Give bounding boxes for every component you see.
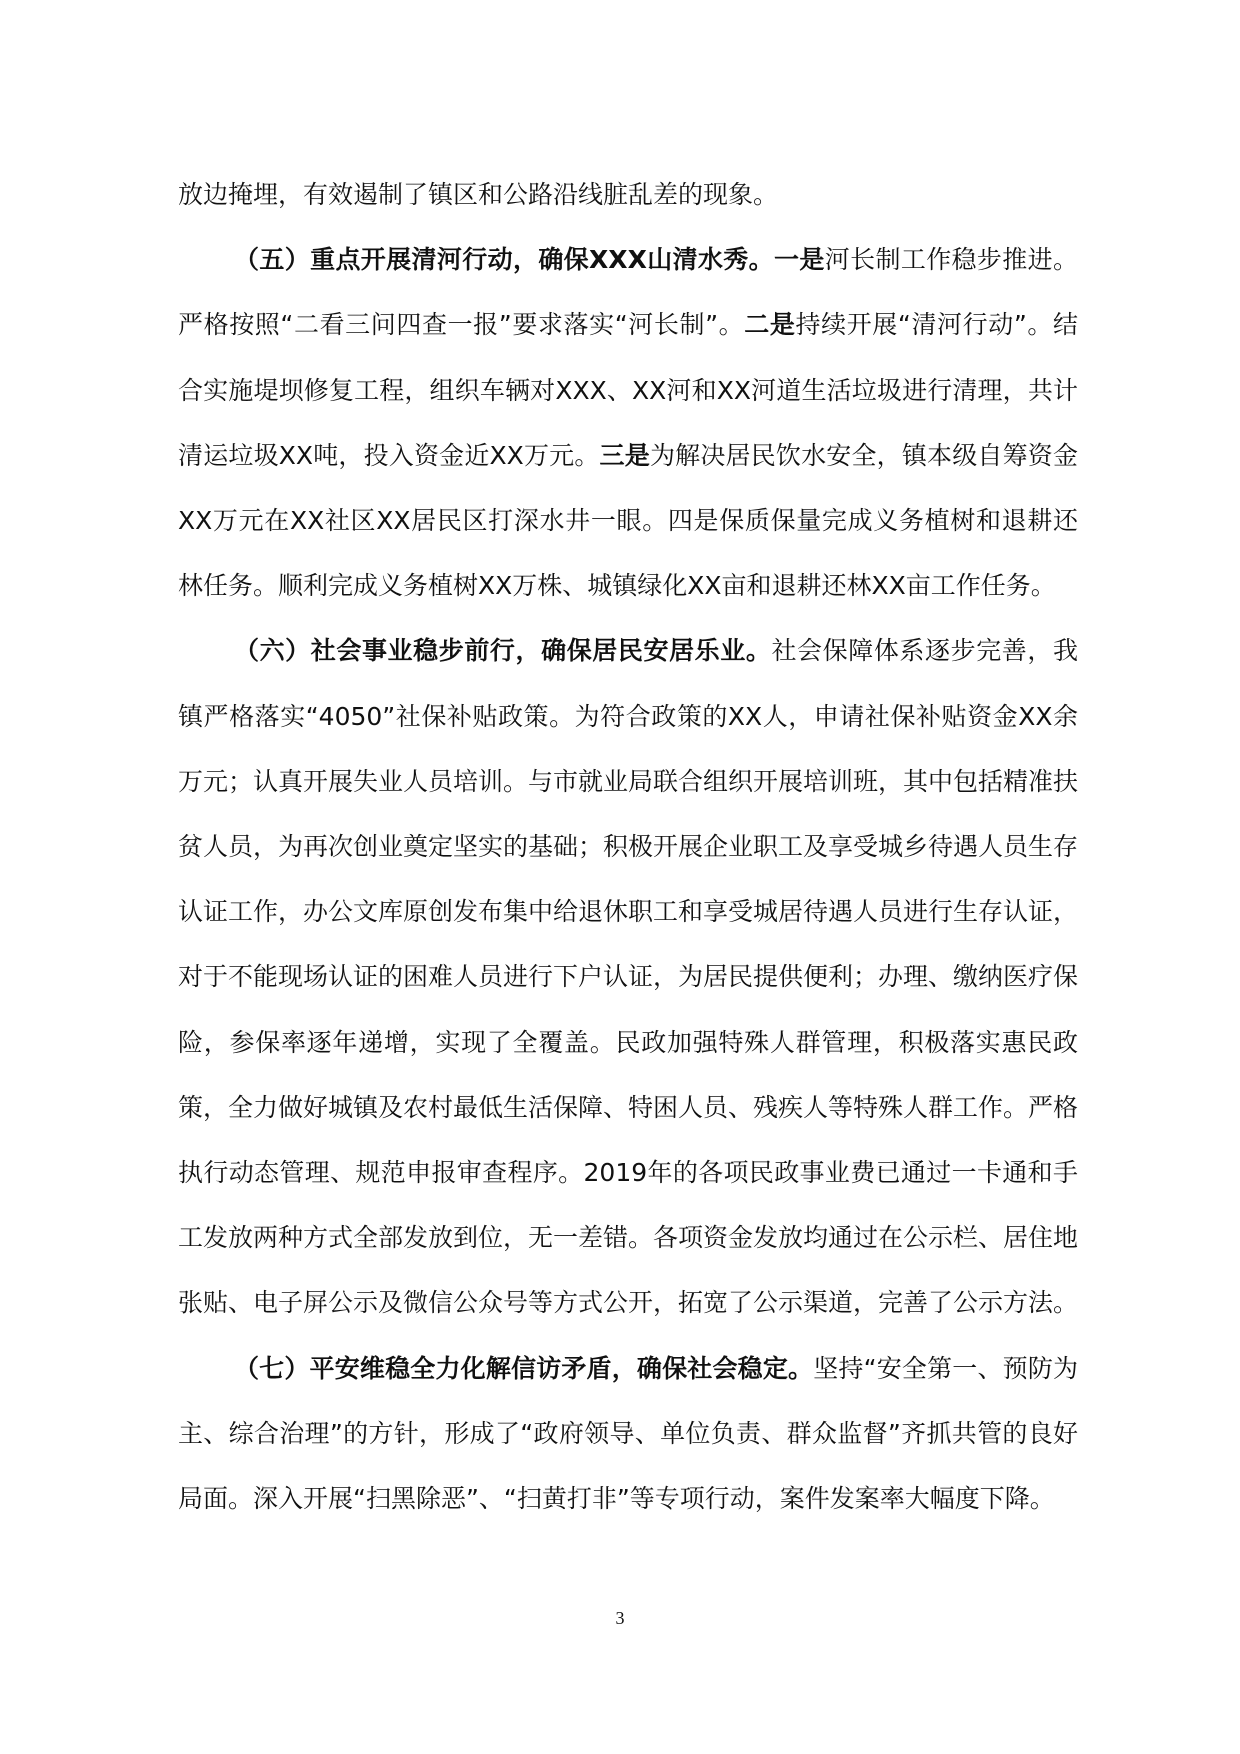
section-5-text-1: 河长制工作稳步推进。严格按照“二看三问四查一报”要求落实“河长制”。 <box>178 245 1078 340</box>
section-6-text: 社会保障体系逐步完善，我镇严格落实“4050”社保补贴政策。为符合政策的XX人，申请社保补贴资金XX余万元；认真开展失业人员培训。与市就业局联合组织开展培训班，其中包括精准扶贫人员，为再次创业奠定坚实的基础；积极开展企业职工及享受城乡待遇人员生存认证工作，办公文库原创发布集中给退休职工和享受城居待遇人员进行生存认证，对于不能现场认证的困难人员进行下户认证，为居民提供便利；办理、缴纳医疗保险，参保率逐年递增，实现了全覆盖。民政加强特殊人群管理，积极落实惠民政策，全力做好城镇及农村最低生活保障、特困人员、残疾人等特殊人群工作。严格执行动态管理、规范申报审查程序。2019年的各项民政事业费已通过一卡通和手工发放两种方式全部发放到位，无一差错。各项资金发放均通过在公示栏、居住地张贴、电子屏公示及微信公众号等方式公开，拓宽了公示渠道，完善了公示方法。 <box>178 636 1079 1318</box>
page-number: 3 <box>615 1608 625 1628</box>
section-5-heading: （五）重点开展清河行动，确保XXX山清水秀。 <box>234 245 775 275</box>
paragraph-2 <box>178 227 1078 618</box>
section-5-text-2: 持续开展“清河行动”。结合实施堤坝修复工程，组织车辆对XXX、XX河和XX河道生活垃圾进行清理，共计清运垃圾XX吨，投入资金近XX万元。 <box>178 310 1079 470</box>
section-7-heading: （七）平安维稳全力化解信访矛盾，确保社会稳定。 <box>234 1353 814 1383</box>
section-7-text: 坚持“安全第一、预防为主、综合治理”的方针，形成了“政府领导、单位负责、群众监督”齐抓共管的良好局面。深入开展“扫黑除恶”、“扫黄打非”等专项行动，案件发案率大幅度下降。 <box>178 1353 1078 1514</box>
paragraph-3 <box>178 618 1078 1335</box>
paragraph-1-text: 放边掩埋，有效遏制了镇区和公路沿线脏乱差的现象。 <box>178 180 779 209</box>
document-body <box>178 162 1078 1531</box>
section-6-heading: （六）社会事业稳步前行，确保居民安居乐业。 <box>234 636 772 666</box>
paragraph-1 <box>178 162 1078 227</box>
paragraph-4 <box>178 1336 1078 1532</box>
section-5-marker-1: 一是 <box>774 245 825 275</box>
section-5-text-3: 为解决居民饮水安全，镇本级自筹资金XX万元在XX社区XX居民区打深水井一眼。四是保质保量完成义务植树和退耕还林任务。顺利完成义务植树XX万株、城镇绿化XX亩和退耕还林XX亩工作任务。 <box>178 440 1078 601</box>
section-5-marker-2: 二是 <box>744 310 796 340</box>
section-5-marker-3: 三是 <box>599 440 650 470</box>
